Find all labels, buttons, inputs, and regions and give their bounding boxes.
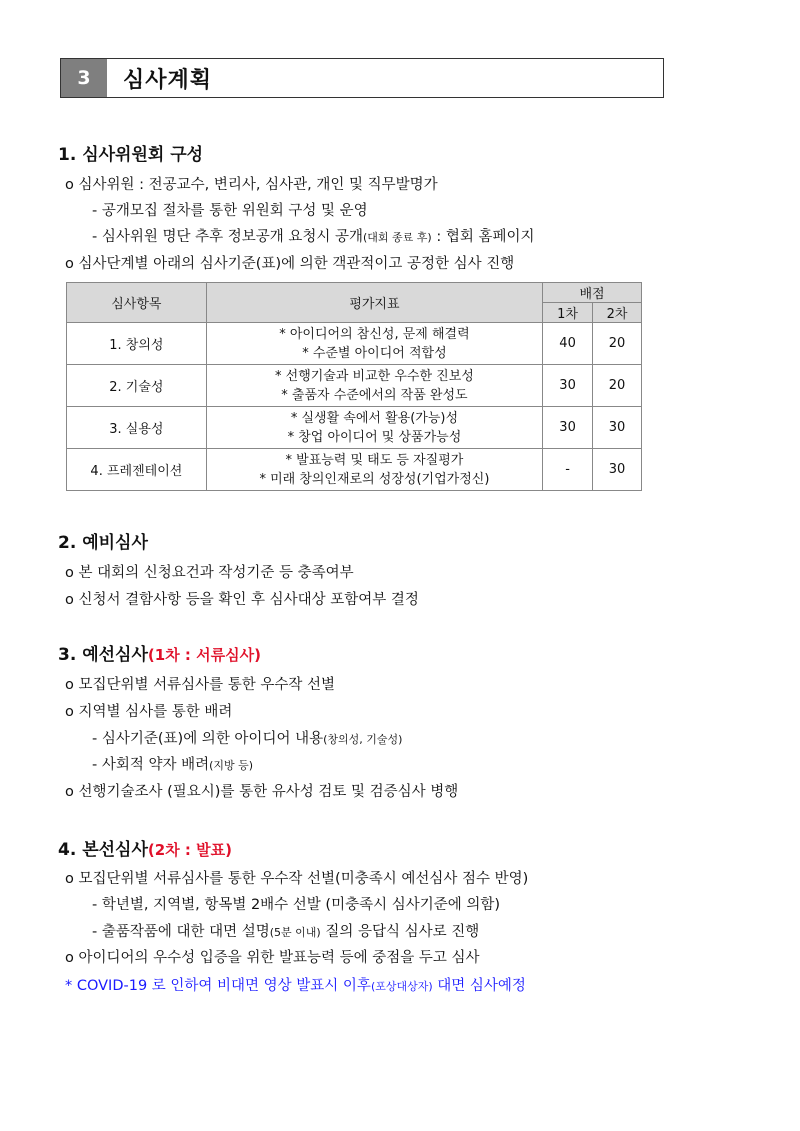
header-score: 배점	[543, 283, 642, 303]
s3-line5: o 선행기술조사 (필요시)를 통한 유사성 검토 및 검증심사 병행	[65, 784, 459, 800]
s3-line3-note: (창의성, 기술성)	[323, 733, 403, 746]
s2-title: 2. 예비심사	[58, 533, 148, 553]
s4-line4: o 아이디어의 우수성 입증을 위한 발표능력 등에 중점을 두고 심사	[65, 950, 480, 966]
s2-line1: o 본 대회의 신청요건과 작성기준 등 충족여부	[65, 565, 354, 581]
header-item: 심사항목	[67, 283, 207, 323]
header-criteria: 평가지표	[206, 283, 542, 323]
s3-line4-note: (지방 등)	[209, 759, 254, 772]
criteria-line: * 미래 창의인재로의 성장성(기업가정신)	[259, 471, 490, 487]
row-criteria	[206, 407, 542, 449]
row-round2: 20	[593, 323, 642, 365]
row-round2: 30	[593, 407, 642, 449]
header-round1: 1차	[543, 303, 593, 323]
s4-line3	[92, 920, 479, 941]
s4-line5-main: * COVID-19 로 인하여 비대면 영상 발표시 이후	[65, 978, 371, 994]
s1-line1: o 심사위원 : 전공교수, 변리사, 심사관, 개인 및 직무발명가	[65, 177, 438, 193]
criteria-line: * 출품자 수준에서의 작품 완성도	[281, 387, 468, 403]
evaluation-table	[66, 282, 642, 491]
s3-line4-main: - 사회적 약자 배려	[92, 757, 210, 773]
criteria-line: * 수준별 아이디어 적합성	[302, 345, 447, 361]
table-row	[67, 365, 642, 407]
s4-title-main: 4. 본선심사	[58, 840, 148, 860]
s1-line4: o 심사단계별 아래의 심사기준(표)에 의한 객관적이고 공정한 심사 진행	[65, 256, 515, 272]
row-round1: 30	[543, 365, 593, 407]
s3-line3	[92, 727, 402, 748]
s1-title: 1. 심사위원회 구성	[58, 145, 204, 165]
s1-line3-main: - 심사위원 명단 추후 정보공개 요청시 공개	[92, 229, 364, 245]
criteria-line: * 선행기술과 비교한 우수한 진보성	[275, 368, 474, 384]
table-row	[67, 407, 642, 449]
s4-title	[58, 835, 232, 860]
section-title: 심사계획	[123, 67, 213, 93]
section-header	[60, 58, 664, 98]
table-row	[67, 323, 642, 365]
criteria-line: * 창업 아이디어 및 상품가능성	[287, 429, 462, 445]
s3-line2: o 지역별 심사를 통한 배려	[65, 704, 233, 720]
s4-line3-main: - 출품작품에 대한 대면 설명	[92, 924, 270, 940]
s4-line3-note: (5분 이내)	[269, 926, 321, 939]
row-criteria	[206, 365, 542, 407]
section-number: 3	[61, 59, 107, 97]
s1-line3-tail: : 협회 홈페이지	[431, 229, 535, 245]
row-round1: -	[543, 449, 593, 491]
s4-line5-tail: 대면 심사예정	[432, 978, 526, 994]
s3-line4	[92, 753, 253, 774]
s4-line5	[65, 974, 526, 995]
s4-title-note: (2차 : 발표)	[147, 841, 232, 859]
s4-line2: - 학년별, 지역별, 항목별 2배수 선발 (미충족시 심사기준에 의함)	[92, 897, 501, 913]
s3-line3-main: - 심사기준(표)에 의한 아이디어 내용	[92, 731, 324, 747]
s2-line2: o 신청서 결함사항 등을 확인 후 심사대상 포함여부 결정	[65, 592, 419, 608]
row-round1: 30	[543, 407, 593, 449]
row-item: 4. 프레젠테이션	[67, 449, 207, 491]
row-criteria	[206, 449, 542, 491]
row-round2: 20	[593, 365, 642, 407]
row-item: 2. 기술성	[67, 365, 207, 407]
criteria-line: * 발표능력 및 태도 등 자질평가	[285, 452, 464, 468]
criteria-line: * 아이디어의 참신성, 문제 해결력	[279, 326, 470, 342]
header-round2: 2차	[593, 303, 642, 323]
criteria-line: * 실생활 속에서 활용(가능)성	[290, 410, 459, 426]
s3-line1: o 모집단위별 서류심사를 통한 우수작 선별	[65, 677, 336, 693]
s1-line2: - 공개모집 절차를 통한 위원회 구성 및 운영	[92, 203, 368, 219]
s3-title-main: 3. 예선심사	[58, 645, 148, 665]
s1-line3	[92, 225, 535, 246]
row-item: 1. 창의성	[67, 323, 207, 365]
row-item: 3. 실용성	[67, 407, 207, 449]
table-row	[67, 449, 642, 491]
s1-line3-note: (대회 종료 후)	[363, 231, 432, 244]
s3-title	[58, 640, 261, 665]
row-round2: 30	[593, 449, 642, 491]
row-criteria	[206, 323, 542, 365]
s3-title-note: (1차 : 서류심사)	[147, 646, 261, 664]
s4-line3-tail: 질의 응답식 심사로 진행	[320, 924, 480, 940]
s4-line1: o 모집단위별 서류심사를 통한 우수작 선별(미충족시 예선심사 점수 반영)	[65, 871, 529, 887]
row-round1: 40	[543, 323, 593, 365]
s4-line5-note: (포상대상자)	[370, 980, 433, 993]
